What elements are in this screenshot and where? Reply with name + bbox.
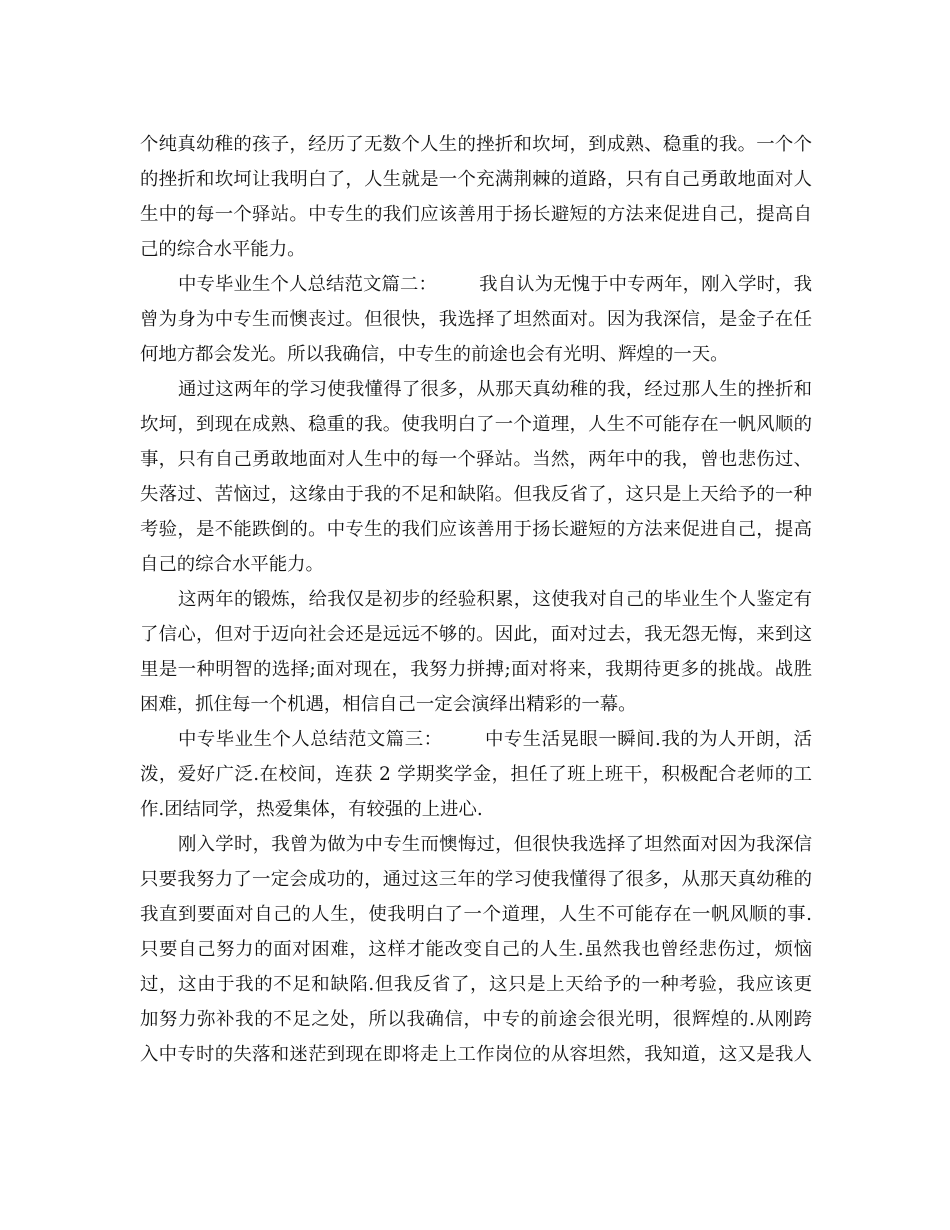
paragraph-3 — [140, 372, 812, 582]
text-line: 个纯真幼稚的孩子，经历了无数个人生的挫折和坎坷，到成熟、稳重的我。一个个 — [140, 134, 812, 155]
text-line: 失落过、苦恼过，这缘由于我的不足和缺陷。但我反省了，这只是上天给予的一种 — [140, 484, 812, 505]
heading-line — [140, 722, 812, 757]
text-line: 通过这两年的学习使我懂得了很多，从那天真幼稚的我，经过那人生的挫折和 — [178, 379, 812, 400]
document-body — [140, 127, 812, 1072]
text-line: 只要我努力了一定会成功的，通过这三年的学习使我懂得了很多，从那天真幼稚的 — [140, 869, 812, 890]
text-line: 只要自己努力的面对困难，这样才能改变自己的人生.虽然我也曾经悲伤过，烦恼 — [140, 939, 812, 960]
text-line: 入中专时的失落和迷茫到现在即将走上工作岗位的从容坦然，我知道，这又是我人 — [140, 1044, 812, 1065]
text-line: 里是一种明智的选择;面对现在，我努力拼搏;面对将来，我期待更多的挑战。战胜 — [140, 659, 812, 680]
text-line: 我直到要面对自己的人生，使我明白了一个道理，人生不可能存在一帆风顺的事. — [140, 904, 812, 925]
text-line: 己的综合水平能力。 — [140, 239, 306, 260]
text-run: 中专生活晃眼一瞬间.我的为人开朗，活 — [484, 729, 812, 750]
text-line: 刚入学时，我曾为做为中专生而懊悔过，但很快我选择了坦然面对因为我深信 — [178, 834, 812, 855]
text-line: 过，这由于我的不足和缺陷.但我反省了，这只是上天给予的一种考验，我应该更 — [140, 974, 812, 995]
text-line: 困难，抓住每一个机遇，相信自己一定会演绎出精彩的一幕。 — [140, 694, 637, 715]
paragraph-2 — [140, 267, 812, 372]
paragraph-1 — [140, 127, 812, 267]
text-line: 事，只有自己勇敢地面对人生中的每一个驿站。当然，两年中的我，曾也悲伤过、 — [140, 449, 812, 470]
text-line: 曾为身为中专生而懊丧过。但很快，我选择了坦然面对。因为我深信，是金子在任 — [140, 309, 812, 330]
paragraph-6 — [140, 827, 812, 1072]
text-line: 了信心，但对于迈向社会还是远远不够的。因此，面对过去，我无怨无悔，来到这 — [140, 624, 812, 645]
text-line: 坎坷，到现在成熟、稳重的我。使我明白了一个道理，人生不可能存在一帆风顺的 — [140, 414, 812, 435]
text-line: 何地方都会发光。所以我确信，中专生的前途也会有光明、辉煌的一天。 — [140, 344, 729, 365]
section-heading-3: 中专毕业生个人总结范文篇三： — [178, 729, 443, 750]
text-line: 的挫折和坎坷让我明白了，人生就是一个充满荆棘的道路，只有自己勇敢地面对人 — [140, 169, 812, 190]
text-line: 考验，是不能跌倒的。中专生的我们应该善用于扬长避短的方法来促进自己，提高 — [140, 519, 812, 540]
heading-line — [140, 267, 812, 302]
text-line: 泼，爱好广泛.在校间，连获 2 学期奖学金，担任了班上班干，积极配合老师的工 — [140, 764, 812, 785]
section-heading-2: 中专毕业生个人总结范文篇二： — [178, 274, 437, 295]
text-line: 加努力弥补我的不足之处，所以我确信，中专的前途会很光明，很辉煌的.从刚跨 — [140, 1009, 812, 1030]
text-line: 作.团结同学，热爱集体，有较强的上进心. — [140, 799, 483, 820]
text-run: 我自认为无愧于中专两年，刚入学时，我 — [479, 274, 812, 295]
text-line: 自己的综合水平能力。 — [140, 554, 324, 575]
paragraph-4 — [140, 582, 812, 722]
text-line: 这两年的锻炼，给我仅是初步的经验积累，这使我对自己的毕业生个人鉴定有 — [178, 589, 812, 610]
paragraph-5 — [140, 722, 812, 827]
text-line: 生中的每一个驿站。中专生的我们应该善用于扬长避短的方法来促进自己，提高自 — [140, 204, 812, 225]
